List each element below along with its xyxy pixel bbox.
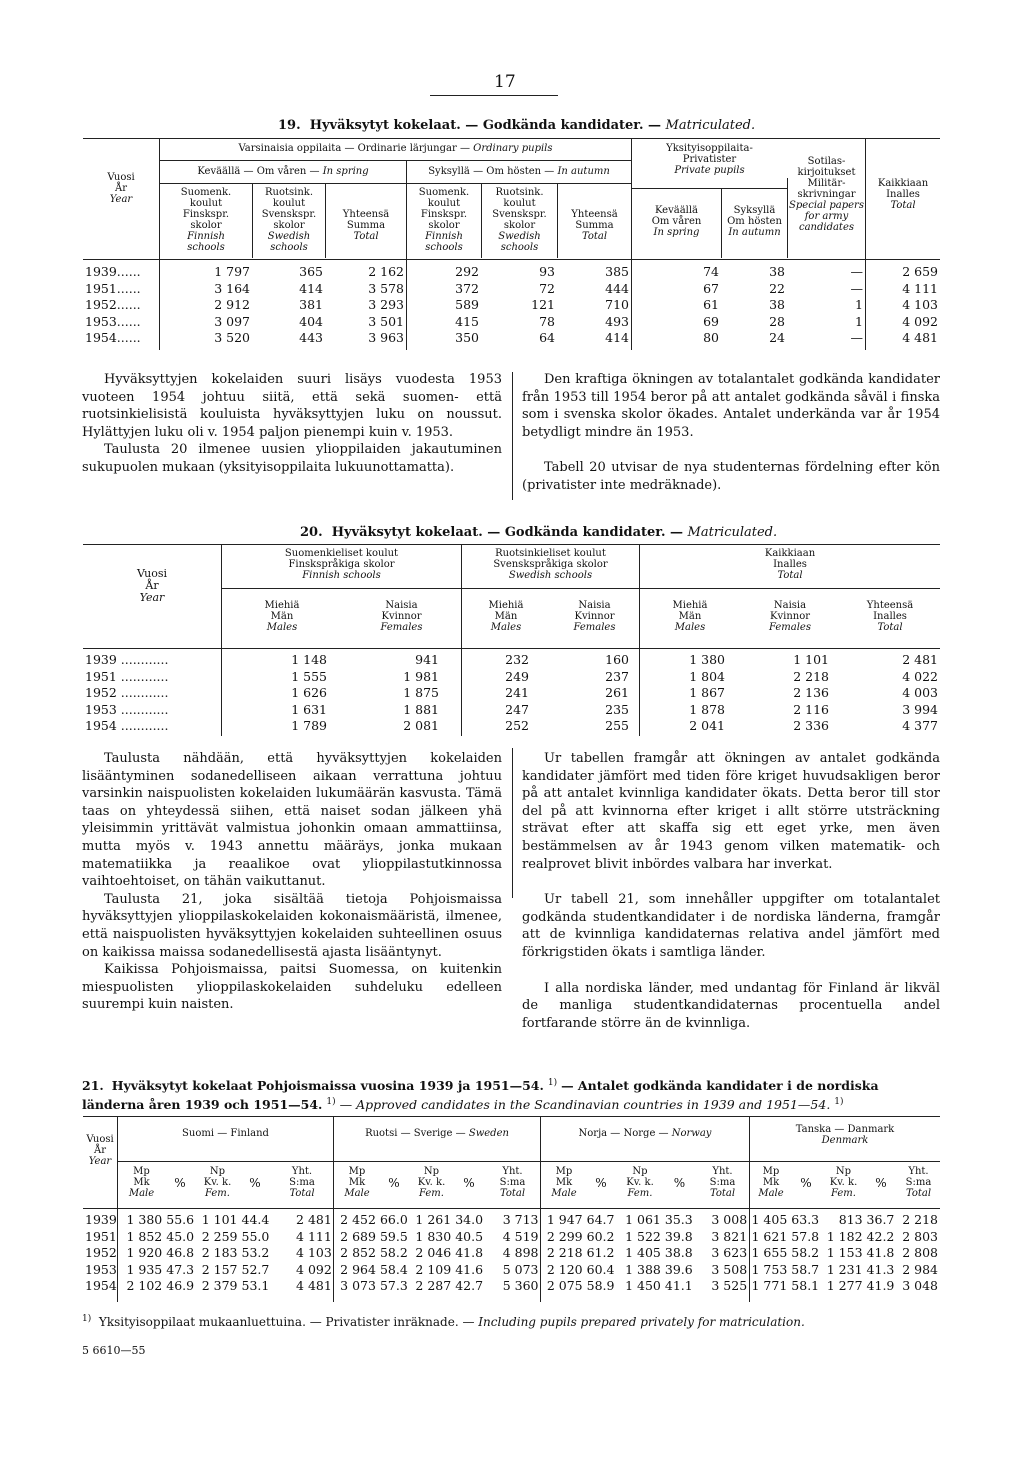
table-cell: 2 102 — [126, 1278, 163, 1293]
table-cell: 53.1 — [241, 1278, 270, 1293]
table-cell: 61.2 — [586, 1245, 615, 1260]
table-cell: 4 092 — [902, 313, 938, 329]
t21-subheader-sum: Yht. S:ma Total — [499, 1166, 526, 1199]
table-cell: 2 259 — [201, 1228, 238, 1244]
t19-data — [83, 264, 940, 347]
table-19-title: 19. Hyväksytyt kokelaat. — Godkända kandidater. — Matriculated. — [278, 118, 756, 133]
table-cell: 2 157 — [201, 1261, 238, 1277]
table-cell: 2 299 — [546, 1228, 583, 1244]
table-cell: 3 525 — [711, 1278, 748, 1293]
row-year: 1953...... — [85, 313, 141, 329]
t19-private-header: Yksityisoppilaita- Privatister Private pupils — [666, 143, 753, 176]
table-cell: 160 — [605, 652, 629, 667]
table-cell: 61 — [703, 297, 719, 312]
table-cell: 4 481 — [296, 1278, 332, 1293]
table-cell: 41.8 — [866, 1245, 895, 1260]
table-cell: 34.0 — [455, 1212, 484, 1227]
table-cell: 28 — [769, 313, 785, 329]
table-cell: 2 379 — [201, 1278, 238, 1293]
t20-fin-group: Suomenkieliset koulut Finskspråkiga skolor Finnish schools — [284, 548, 399, 581]
table-21-title: 21. Hyväksytyt kokelaat Pohjoismaissa vuosina 1939 ja 1951—54. $^{1)}$ — Antalet godkända kandidater i de nordiska länderna åren 1939 och 1951—54. $^{1)}$ — Approved candidates in the Scandinavian countries in 1939 and 1951—54. $^{1)}$ — [82, 1078, 879, 1113]
table-cell: 2 116 — [793, 701, 829, 717]
row-year: 1939...... — [85, 264, 141, 279]
table-cell: 1 753 — [751, 1261, 788, 1277]
table-cell: 1 881 — [403, 701, 439, 717]
table-cell: 2 218 — [546, 1245, 583, 1260]
table-cell: 1 380 — [126, 1212, 163, 1227]
table-cell: 2 162 — [368, 264, 404, 279]
t20-fin-female: Naisia Kvinnor Females — [380, 600, 423, 633]
table-cell: 1 867 — [689, 685, 725, 700]
t19-military-header: Sotilas- kirjoitukset Militär- skrivningar Special papers for army candidates — [789, 156, 864, 233]
t21-country-denmark: Tanska — Danmark Denmark — [795, 1124, 895, 1146]
t19-fin-spring: Suomenk. koulut Finskspr. skolor Finnish schools — [180, 187, 232, 253]
table-cell: 60.4 — [586, 1261, 615, 1277]
table-cell: 3 164 — [214, 280, 250, 296]
table-cell: 45.0 — [166, 1228, 195, 1244]
table-row — [83, 1229, 940, 1246]
table-cell: 3 623 — [711, 1245, 748, 1260]
table-cell: 59.5 — [379, 1228, 408, 1244]
table-cell: 237 — [605, 668, 629, 684]
t21-subheader-pct: % — [174, 1176, 186, 1190]
table-cell: 39.8 — [664, 1228, 693, 1244]
table-row — [83, 1212, 940, 1229]
table-cell: 2 803 — [902, 1228, 938, 1244]
table-cell: 41.6 — [455, 1261, 484, 1277]
t21-subheader-pct: % — [463, 1176, 475, 1190]
table-cell: 1 405 — [751, 1212, 788, 1227]
table-cell: 249 — [505, 668, 529, 684]
table-row — [83, 669, 940, 686]
table-cell: 41.3 — [866, 1261, 895, 1277]
table-cell: 3 501 — [368, 313, 404, 329]
page-number: 17 — [494, 72, 516, 92]
t21-country-sweden: Ruotsi — Sverige — Sweden — [365, 1128, 509, 1139]
t21-subheader-pct: % — [595, 1176, 607, 1190]
t19-autumn-header: Syksyllä — Om hösten — In autumn — [428, 166, 610, 177]
table-row — [83, 718, 940, 735]
table-cell: 57.8 — [791, 1228, 820, 1244]
table-cell: 4 092 — [296, 1261, 332, 1277]
table-cell: 365 — [299, 264, 323, 279]
table-cell: 2 218 — [902, 1212, 938, 1227]
table-cell: 3 508 — [711, 1261, 748, 1277]
table-cell: 1 981 — [403, 668, 439, 684]
table-cell: 2 109 — [415, 1261, 452, 1277]
table-cell: 74 — [703, 264, 719, 279]
table-row — [83, 1278, 940, 1295]
table-cell: 1 655 — [751, 1245, 788, 1260]
table-cell: 4 111 — [902, 280, 938, 296]
table-cell: 1 231 — [826, 1261, 863, 1277]
table-cell: 67 — [703, 280, 719, 296]
table-cell: 1 261 — [415, 1212, 452, 1227]
table-cell: 252 — [505, 718, 529, 733]
t19-total-header: Kaikkiaan Inalles Total — [877, 178, 929, 211]
table-cell: 58.2 — [791, 1245, 820, 1260]
table-cell: 241 — [505, 685, 529, 700]
table-cell: 58.9 — [586, 1278, 615, 1293]
table-row — [83, 264, 940, 281]
t20-data — [83, 652, 940, 735]
table-cell: 5 073 — [502, 1261, 539, 1277]
table-cell: 2 120 — [546, 1261, 583, 1277]
t20-fin-male: Miehiä Män Males — [264, 600, 300, 633]
table-cell: 46.8 — [166, 1245, 195, 1260]
t21-subheader-sum: Yht. S:ma Total — [709, 1166, 736, 1199]
table-cell: 1 153 — [826, 1245, 863, 1260]
row-year: 1939 ............ — [85, 652, 169, 667]
table-row — [83, 281, 940, 298]
table-cell: 4 898 — [502, 1245, 539, 1260]
table-cell: 255 — [605, 718, 629, 733]
table-cell: 3 821 — [711, 1228, 748, 1244]
table-cell: 4 111 — [296, 1228, 332, 1244]
table-cell: 589 — [455, 297, 479, 312]
table-cell: 1 626 — [291, 685, 327, 700]
table-cell: 1 830 — [415, 1228, 452, 1244]
table-cell: 2 659 — [902, 264, 938, 279]
t19-swe-spring: Ruotsink. koulut Svenskspr. skolor Swedish schools — [261, 187, 317, 253]
table-cell: 69 — [703, 313, 719, 329]
table-cell: 24 — [769, 330, 785, 345]
table-cell: 64.7 — [586, 1212, 615, 1227]
table-cell: 3 578 — [368, 280, 404, 296]
table-cell: 1 789 — [291, 718, 327, 733]
row-year: 1954 — [85, 1278, 117, 1293]
table-cell: 4 103 — [902, 297, 938, 312]
table-cell: 39.6 — [664, 1261, 693, 1277]
table-row — [83, 1262, 940, 1279]
table-cell: — — [850, 264, 863, 279]
table-cell: 60.2 — [586, 1228, 615, 1244]
table-cell: 1 621 — [751, 1228, 788, 1244]
table-cell: 2 287 — [415, 1278, 452, 1293]
table-cell: 2 964 — [340, 1261, 376, 1277]
table-cell: 1 405 — [625, 1245, 661, 1260]
t21-subheader-female: Np Kv. k. Fem. — [626, 1166, 654, 1199]
table-row — [83, 330, 940, 347]
table-cell: 1 — [855, 313, 863, 329]
table-cell: 415 — [455, 313, 479, 329]
table-cell: 443 — [299, 330, 323, 345]
table-cell: 38.8 — [664, 1245, 693, 1260]
table-cell: 22 — [769, 280, 785, 296]
table-row — [83, 702, 940, 719]
row-year: 1952...... — [85, 297, 141, 312]
table-cell: 58.2 — [379, 1245, 408, 1260]
table-cell: 121 — [531, 297, 555, 312]
row-year: 1951 ............ — [85, 668, 169, 684]
table-cell: 235 — [605, 701, 629, 717]
text-block-1-sv: Den kraftiga ökningen av totalantalet godkända kandidater från 1953 till 1954 beror på att antalet godkända såväl i finska som i svenska skolor ökades. Antalet underkända var år 1954 betydligt mindre än 1953. Tabell 20 utvisar de nya studenternas fördelning efter kön (privatister inte medräknade). — [522, 372, 940, 493]
table-cell: 93 — [539, 264, 555, 279]
t21-subheader-pct: % — [875, 1176, 887, 1190]
table-19 — [83, 138, 940, 350]
table-cell: 941 — [415, 652, 439, 667]
t20-swe-group: Ruotsinkieliset koulut Svenskspråkiga skolor Swedish schools — [493, 548, 608, 581]
table-cell: 4 022 — [902, 668, 938, 684]
t19-sum-spring: Yhteensä Summa Total — [342, 209, 390, 242]
table-cell: 36.7 — [866, 1212, 895, 1227]
table-cell: 1 101 — [793, 652, 829, 667]
table-cell: 4 519 — [502, 1228, 539, 1244]
table-cell: 1 947 — [546, 1212, 583, 1227]
table-cell: 385 — [605, 264, 629, 279]
table-cell: 1 182 — [826, 1228, 863, 1244]
table-row — [83, 297, 940, 314]
row-year: 1951 — [85, 1228, 117, 1244]
table-cell: 78 — [539, 313, 555, 329]
t20-year-header: Vuosi År Year — [136, 567, 168, 604]
table-cell: 72 — [539, 280, 555, 296]
t21-subheader-pct: % — [249, 1176, 261, 1190]
table-cell: 4 377 — [902, 718, 938, 733]
table-cell: 404 — [299, 313, 323, 329]
table-cell: 710 — [605, 297, 629, 312]
table-cell: 44.4 — [241, 1212, 270, 1227]
table-cell: 2 689 — [340, 1228, 376, 1244]
table-cell: 47.3 — [166, 1261, 195, 1277]
table-cell: 64 — [539, 330, 555, 345]
t21-subheader-female: Np Kv. k. Fem. — [829, 1166, 858, 1199]
table-row — [83, 314, 940, 331]
row-year: 1939 — [85, 1212, 117, 1227]
table-cell: 493 — [605, 313, 629, 329]
table-cell: 46.9 — [166, 1278, 195, 1293]
table-20 — [83, 544, 940, 736]
table-cell: 1 875 — [403, 685, 439, 700]
t20-swe-female: Naisia Kvinnor Females — [573, 600, 616, 633]
table-cell: 4 103 — [296, 1245, 332, 1260]
table-cell: 1 522 — [625, 1228, 661, 1244]
table-cell: 3 994 — [902, 701, 938, 717]
table-cell: 350 — [455, 330, 479, 345]
table-cell: — — [850, 330, 863, 345]
table-cell: 42.7 — [455, 1278, 484, 1293]
table-cell: 1 061 — [625, 1212, 661, 1227]
table-cell: 381 — [299, 297, 323, 312]
footnote: $^{1)}$ Yksityisoppilaat mukaanluettuina. — Privatister inräknade. — Including pupils prepared privately for matriculation. — [82, 1314, 805, 1329]
table-row — [83, 685, 940, 702]
row-year: 1952 ............ — [85, 685, 169, 700]
t19-year-header: Vuosi År Year — [107, 172, 135, 205]
table-cell: 2 075 — [546, 1278, 583, 1293]
table-cell: — — [850, 280, 863, 296]
row-year: 1953 — [85, 1261, 117, 1277]
text-block-2-sv: Ur tabellen framgår att ökningen av antalet godkända kandidater jämfört med tiden före kriget huvudsakligen beror på att antalet kvinnliga kandidater ökats. Detta beror till stor del på att kvinnorna efter kriget i allt större utsträckning strävat efter att skaffa sig ett eget yrke, men även bestämmelsen av år 1943 genom vilken matematik- och realprovet blivit inbördes valbara har inverkat. Ur tabell 21, som innehåller uppgifter om totalantalet godkända studentkandidater i de nordiska länderna, framgår att de kvinnliga kandidaternas relativa andel jämfört med förkrigstiden ökats i samtliga länder. I alla nordiska länder, med undantag för Finland är likväl de manliga studentkandidaternas procentuella andel fortfarande större än de kvinnliga. — [522, 751, 940, 1031]
table-cell: 1 797 — [214, 264, 250, 279]
table-cell: 38 — [769, 297, 785, 312]
table-cell: 3 073 — [340, 1278, 376, 1293]
table-cell: 4 003 — [902, 685, 938, 700]
t21-data — [83, 1212, 940, 1295]
table-cell: 2 336 — [793, 718, 829, 733]
table-cell: 1 920 — [126, 1245, 163, 1260]
table-cell: 3 048 — [902, 1278, 938, 1293]
table-cell: 3 963 — [368, 330, 404, 345]
table-cell: 41.9 — [866, 1278, 895, 1293]
table-cell: 80 — [703, 330, 719, 345]
t21-subheader-sum: Yht. S:ma Total — [289, 1166, 315, 1199]
table-cell: 41.8 — [455, 1245, 484, 1260]
table-cell: 5 360 — [502, 1278, 539, 1293]
table-cell: 2 481 — [902, 652, 938, 667]
t21-subheader-pct: % — [673, 1176, 686, 1190]
t19-spring-header: Keväällä — Om våren — In spring — [197, 166, 369, 177]
table-cell: 55.0 — [241, 1228, 270, 1244]
table-cell: 1 804 — [689, 668, 725, 684]
table-cell: 52.7 — [241, 1261, 270, 1277]
t21-subheader-female: Np Kv. k. Fem. — [417, 1166, 446, 1199]
row-year: 1952 — [85, 1245, 117, 1260]
table-cell: 4 481 — [902, 330, 938, 345]
table-cell: 3 293 — [368, 297, 404, 312]
t21-subheader-pct: % — [800, 1176, 812, 1190]
table-cell: 1 631 — [291, 701, 327, 717]
table-cell: 2 081 — [403, 718, 439, 733]
table-cell: 2 041 — [689, 718, 725, 733]
t21-subheader-female: Np Kv. k. Fem. — [203, 1166, 232, 1199]
t21-subheader-male: Mp Mk Male — [758, 1166, 784, 1199]
table-cell: 66.0 — [379, 1212, 408, 1227]
table-cell: 2 218 — [793, 668, 829, 684]
table-cell: 53.2 — [241, 1245, 270, 1260]
text-block-1-fi: Hyväksyttyjen kokelaiden suuri lisäys vuodesta 1953 vuoteen 1954 johtuu siitä, että sekä suomen- että ruotsinkielisistä kouluista hyväksyttyjen luku on noussut. Hylättyjen luku oli v. 1954 paljon pienempi kuin v. 1953. Taulusta 20 ilmenee uusien ylioppilaiden jakautuminen sukupuolen mukaan (yksityisoppilaita lukuunottamatta). — [82, 372, 502, 475]
table-cell: 2 852 — [340, 1245, 376, 1260]
t19-private-autumn: Syksyllä Om hösten In autumn — [727, 205, 782, 238]
table-cell: 58.1 — [791, 1278, 820, 1293]
table-cell: 63.3 — [791, 1212, 820, 1227]
table-cell: 2 452 — [340, 1212, 376, 1227]
t19-ordinary-header: Varsinaisia oppilaita — Ordinarie lärjungar — Ordinary pupils — [238, 143, 553, 154]
table-cell: 1 380 — [689, 652, 725, 667]
table-cell: 1 450 — [625, 1278, 661, 1293]
table-cell: 55.6 — [166, 1212, 195, 1227]
t21-subheader-pct: % — [388, 1176, 400, 1190]
t21-subheader-male: Mp Mk Male — [551, 1166, 577, 1199]
table-cell: 38 — [769, 264, 785, 279]
table-cell: 35.3 — [664, 1212, 693, 1227]
t19-sum-autumn: Yhteensä Summa Total — [571, 209, 618, 242]
t21-subheader-sum: Yht. S:ma Total — [905, 1166, 932, 1199]
text-block-2-fi: Taulusta nähdään, että hyväksyttyjen kokelaiden lisääntyminen sodanedelliseen aikaan verrattuna johtuu varsinkin naispuolisten kokelaiden lukumäärän kasvusta. Tämä taas on yhteydessä siihen, että naiset sodan jälkeen yhä yleisimmin yrittävät valmistua johonkin omaan ammattiinsa, mutta myös v. 1943 annettu määräys, jonka mukaan matematiikka ja reaalikoe ovat ylioppilastutkinnossa vaihtoehtoiset, on tähän vaikuttanut. Taulusta 21, joka sisältää tietoja Pohjoismaissa hyväksyttyjen ylioppilaskokelaiden kokonaismääristä, ilmenee, että naispuolisten hyväksyttyjen kokelaiden suhteellinen osuus on kaikissa maissa sodanedellisestä ajasta lisääntynyt. Kaikissa Pohjoismaissa, paitsi Suomessa, on kuitenkin miespuolisten ylioppilaskokelaiden suhdeluku edelleen suurempi kuin naisten. — [82, 751, 502, 1013]
t20-tot-female: Naisia Kvinnor Females — [768, 600, 811, 633]
table-cell: 2 183 — [201, 1245, 238, 1260]
table-cell: 444 — [605, 280, 629, 296]
table-cell: 41.1 — [664, 1278, 693, 1293]
table-cell: 3 008 — [711, 1212, 748, 1227]
table-cell: 3 713 — [502, 1212, 539, 1227]
row-year: 1954 ............ — [85, 718, 169, 733]
table-cell: 1 101 — [201, 1212, 238, 1227]
table-cell: 2 912 — [214, 297, 250, 312]
table-cell: 40.5 — [455, 1228, 484, 1244]
table-cell: 2 481 — [296, 1212, 332, 1227]
t20-total-group: Kaikkiaan Inalles Total — [764, 548, 816, 581]
table-row — [83, 652, 940, 669]
t21-country-norway: Norja — Norge — Norway — [578, 1128, 712, 1139]
table-cell: 2 136 — [793, 685, 829, 700]
t19-swe-autumn: Ruotsink. koulut Svenskspr. skolor Swedish schools — [492, 187, 547, 253]
t21-subheader-male: Mp Mk Male — [128, 1166, 155, 1199]
table-cell: 232 — [505, 652, 529, 667]
table-cell: 292 — [455, 264, 479, 279]
row-year: 1953 ............ — [85, 701, 169, 717]
t20-tot-sum: Yhteensä Inalles Total — [866, 600, 914, 633]
table-cell: 1 — [855, 297, 863, 312]
table-cell: 247 — [505, 701, 529, 717]
t21-year-header: Vuosi År Year — [86, 1134, 114, 1167]
t19-fin-autumn: Suomenk. koulut Finskspr. skolor Finnish schools — [418, 187, 470, 253]
table-cell: 2 984 — [902, 1261, 938, 1277]
row-year: 1954...... — [85, 330, 141, 345]
table-cell: 1 148 — [291, 652, 327, 667]
table-cell: 1 277 — [826, 1278, 863, 1293]
table-cell: 2 808 — [902, 1245, 938, 1260]
t20-swe-male: Miehiä Män Males — [488, 600, 524, 633]
table-cell: 1 771 — [751, 1278, 788, 1293]
table-cell: 372 — [455, 280, 479, 296]
t21-subheader-male: Mp Mk Male — [344, 1166, 370, 1199]
table-cell: 1 555 — [291, 668, 327, 684]
table-cell: 2 046 — [415, 1245, 452, 1260]
table-cell: 813 — [838, 1212, 863, 1227]
table-row — [83, 1245, 940, 1262]
table-cell: 1 878 — [689, 701, 725, 717]
table-cell: 261 — [605, 685, 629, 700]
table-20-title: 20. Hyväksytyt kokelaat. — Godkända kandidater. — Matriculated. — [300, 525, 778, 540]
print-mark: 5 6610—55 — [82, 1344, 146, 1357]
table-cell: 58.7 — [791, 1261, 820, 1277]
table-cell: 3 520 — [214, 330, 250, 345]
row-year: 1951...... — [85, 280, 141, 296]
t20-tot-male: Miehiä Män Males — [672, 600, 708, 633]
table-cell: 58.4 — [379, 1261, 408, 1277]
table-cell: 57.3 — [379, 1278, 408, 1293]
table-21 — [83, 1116, 940, 1302]
t19-private-spring: Keväällä Om våren In spring — [651, 205, 702, 238]
table-cell: 42.2 — [866, 1228, 895, 1244]
table-cell: 1 852 — [126, 1228, 163, 1244]
table-cell: 414 — [299, 280, 323, 296]
table-cell: 3 097 — [214, 313, 250, 329]
table-cell: 1 388 — [625, 1261, 661, 1277]
t21-country-finland: Suomi — Finland — [182, 1128, 269, 1139]
table-cell: 1 935 — [126, 1261, 163, 1277]
table-cell: 414 — [605, 330, 629, 345]
